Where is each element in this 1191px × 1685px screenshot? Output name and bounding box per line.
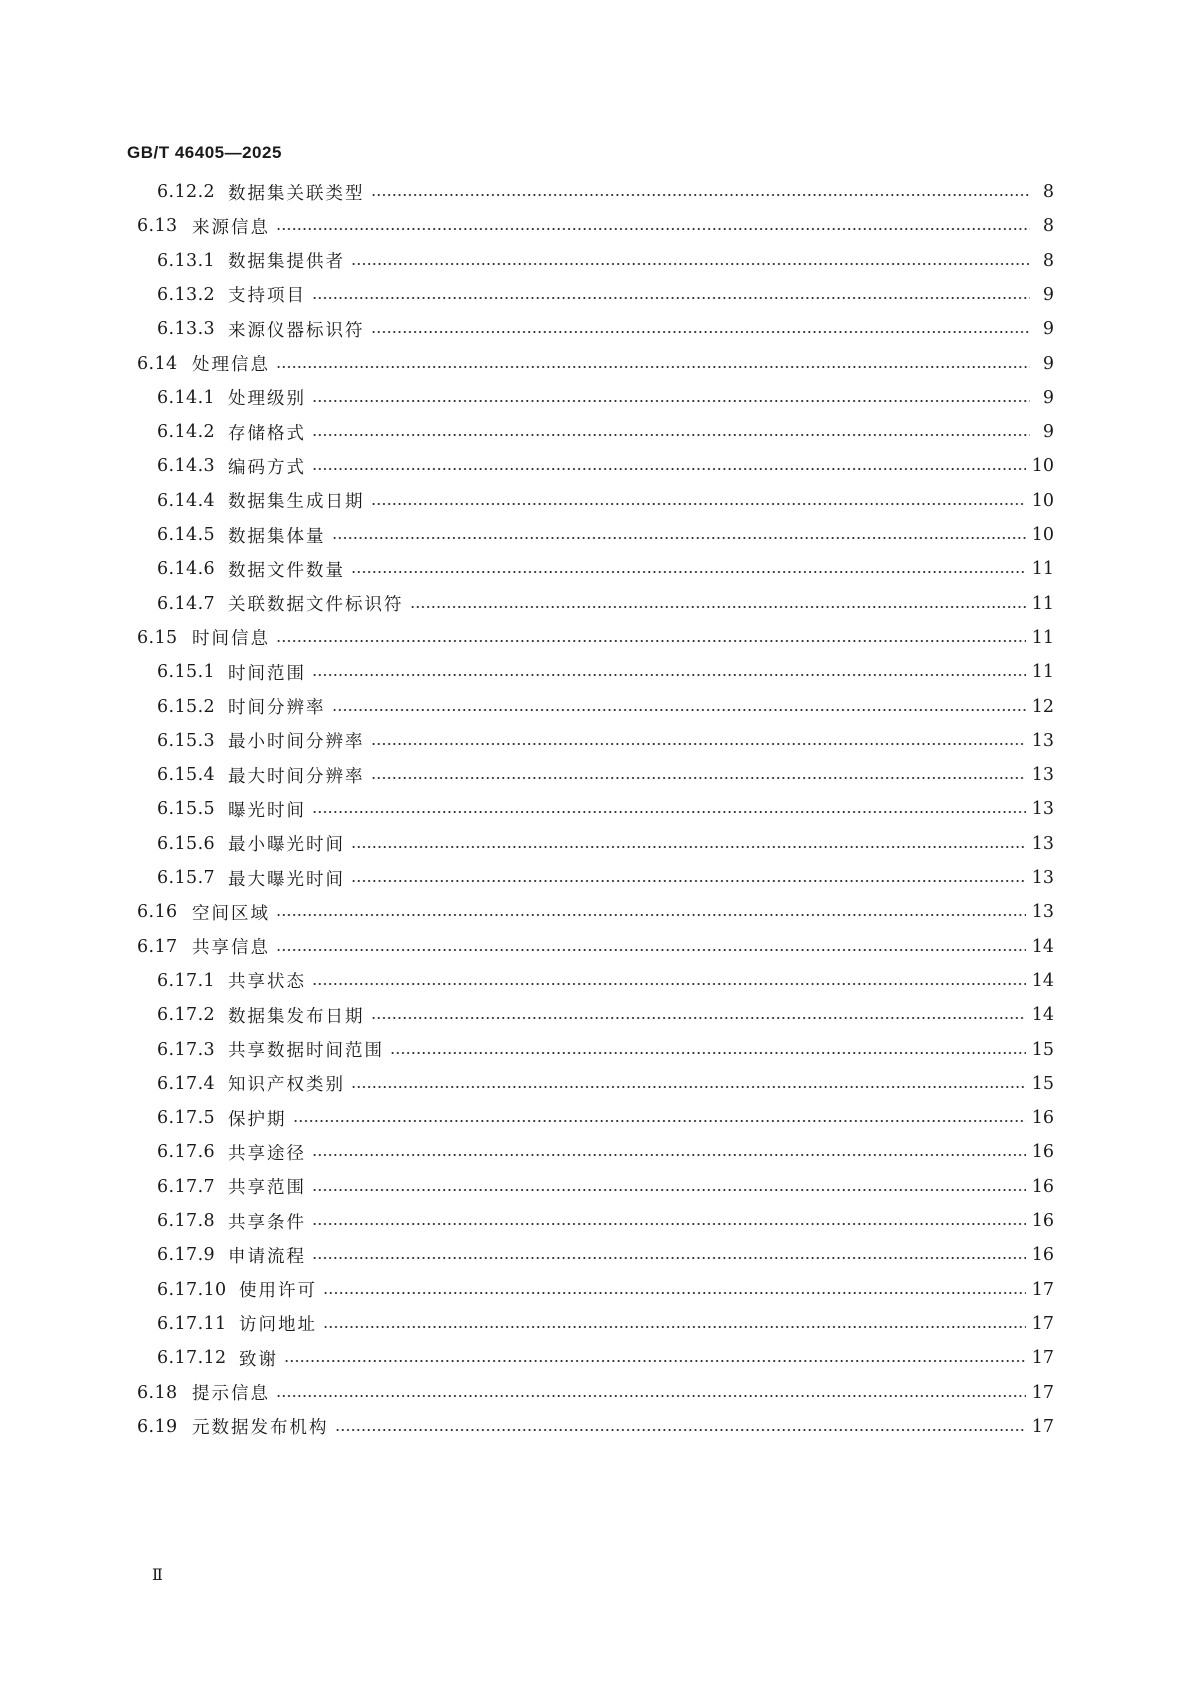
toc-dot-leader	[410, 605, 1026, 609]
toc-entry-page: 17	[1031, 1416, 1054, 1437]
toc-entry-title: 曝光时间	[228, 800, 306, 821]
toc-entry[interactable]	[0, 760, 1054, 790]
toc-entry-page: 13	[1031, 730, 1054, 751]
toc-entry-page: 13	[1031, 902, 1054, 923]
toc-entry[interactable]	[0, 657, 1054, 687]
toc-dot-leader	[276, 639, 1026, 643]
toc-dot-leader	[332, 708, 1026, 712]
toc-entry-page: 12	[1031, 696, 1054, 717]
toc-entry-number: 6.13	[137, 216, 178, 237]
toc-entry[interactable]	[0, 1172, 1054, 1202]
toc-entry-page: 14	[1031, 1005, 1054, 1026]
toc-entry[interactable]	[0, 589, 1054, 619]
toc-entry[interactable]	[0, 897, 1054, 927]
toc-dot-leader	[312, 433, 1030, 437]
toc-entry-number: 6.15	[137, 627, 178, 648]
toc-dot-leader	[312, 296, 1030, 300]
toc-entry-number: 6.14.6	[157, 559, 216, 580]
toc-entry-number: 6.17.4	[157, 1073, 216, 1094]
toc-entry-number: 6.15.5	[157, 799, 216, 820]
toc-entry-title: 最小曝光时间	[228, 835, 345, 856]
toc-entry-title: 时间信息	[192, 629, 270, 650]
toc-entry-page: 15	[1031, 1073, 1054, 1094]
toc-entry-number: 6.14.4	[157, 490, 216, 511]
toc-entry-title: 最大时间分辨率	[228, 766, 365, 787]
toc-entry-number: 6.12.2	[157, 182, 216, 202]
toc-entry-page: 13	[1031, 765, 1054, 786]
toc-entry-title: 共享信息	[192, 938, 270, 959]
toc-entry-page: 13	[1031, 868, 1054, 888]
toc-entry-page: 14	[1031, 936, 1054, 957]
toc-entry-number: 6.17.11	[157, 1313, 227, 1334]
toc-entry-title: 数据集体量	[228, 526, 326, 547]
toc-entry-number: 6.17	[137, 936, 178, 957]
toc-entry-title: 数据文件数量	[228, 560, 345, 581]
toc-dot-leader	[284, 1359, 1026, 1363]
toc-entry-number: 6.14.5	[157, 525, 216, 545]
toc-entry-title: 空间区域	[192, 903, 270, 924]
toc-dot-leader	[276, 948, 1026, 952]
toc-entry-title: 支持项目	[228, 286, 306, 307]
toc-entry[interactable]	[0, 623, 1054, 653]
toc-entry-number: 6.14.1	[157, 387, 216, 408]
toc-entry-number: 6.17.6	[157, 1142, 216, 1163]
toc-entry-page: 17	[1031, 1313, 1054, 1334]
toc-entry-page: 11	[1031, 593, 1054, 614]
toc-entry-page: 17	[1031, 1279, 1054, 1300]
toc-entry-number: 6.15.3	[157, 730, 216, 751]
toc-entry-number: 6.17.3	[157, 1039, 216, 1060]
toc-entry-page: 8	[1042, 182, 1054, 202]
toc-entry-title: 共享数据时间范围	[228, 1041, 384, 1061]
toc-dot-leader	[293, 1119, 1026, 1123]
toc-entry-title: 共享范围	[228, 1178, 306, 1199]
toc-entry-title: 时间范围	[228, 663, 306, 684]
toc-entry-number: 6.13.2	[157, 284, 216, 305]
toc-dot-leader	[351, 1085, 1026, 1089]
toc-entry-page: 8	[1042, 216, 1054, 237]
toc-entry-title: 来源信息	[192, 217, 270, 238]
toc-dot-leader	[371, 502, 1026, 506]
toc-dot-leader	[371, 330, 1031, 334]
toc-entry[interactable]	[0, 1378, 1054, 1408]
toc-entry[interactable]	[0, 794, 1054, 824]
toc-entry[interactable]	[0, 1309, 1054, 1339]
toc-entry-page: 16	[1031, 1108, 1054, 1129]
toc-dot-leader	[312, 810, 1026, 814]
toc-dot-leader	[276, 913, 1026, 917]
toc-entry-number: 6.17.12	[157, 1348, 227, 1369]
toc-entry[interactable]	[0, 417, 1054, 447]
toc-entry[interactable]	[0, 726, 1054, 756]
toc-entry[interactable]	[0, 211, 1054, 241]
toc-entry[interactable]	[0, 932, 1054, 962]
toc-entry-title: 来源仪器标识符	[228, 320, 365, 341]
toc-entry[interactable]	[0, 314, 1054, 344]
toc-entry[interactable]	[0, 1275, 1054, 1305]
toc-entry-number: 6.14.2	[157, 422, 216, 443]
toc-entry[interactable]	[0, 1240, 1054, 1270]
toc-entry-page: 17	[1031, 1382, 1054, 1403]
toc-entry-number: 6.15.7	[157, 868, 216, 888]
toc-entry-title: 处理信息	[192, 355, 270, 375]
toc-dot-leader	[323, 1325, 1026, 1329]
toc-entry-page: 17	[1031, 1348, 1054, 1369]
toc-dot-leader	[351, 262, 1030, 266]
toc-entry-number: 6.17.5	[157, 1108, 216, 1129]
toc-dot-leader	[351, 879, 1026, 883]
toc-entry[interactable]	[0, 486, 1054, 516]
toc-entry[interactable]	[0, 280, 1054, 310]
toc-entry-title: 最大曝光时间	[228, 869, 345, 890]
toc-entry-title: 最小时间分辨率	[228, 732, 365, 753]
toc-entry[interactable]	[0, 1137, 1054, 1167]
toc-dot-leader	[312, 673, 1026, 677]
document-header	[127, 143, 282, 163]
toc-entry-number: 6.15.1	[157, 662, 216, 683]
toc-entry[interactable]	[0, 1000, 1054, 1030]
toc-entry-page: 16	[1031, 1176, 1054, 1197]
toc-entry[interactable]	[0, 1206, 1054, 1236]
toc-entry-number: 6.19	[137, 1416, 178, 1437]
toc-entry-page: 8	[1042, 250, 1054, 271]
toc-entry[interactable]	[0, 451, 1054, 481]
toc-dot-leader	[371, 742, 1026, 746]
toc-entry-number: 6.13.3	[157, 319, 216, 340]
toc-entry-number: 6.14.7	[157, 593, 216, 614]
toc-entry-title: 数据集生成日期	[228, 492, 365, 513]
toc-entry-page: 16	[1031, 1211, 1054, 1231]
toc-entry[interactable]	[0, 863, 1054, 893]
toc-entry[interactable]	[0, 177, 1054, 207]
toc-dot-leader	[351, 845, 1026, 849]
toc-entry-number: 6.17.2	[157, 1005, 216, 1026]
toc-dot-leader	[312, 467, 1026, 471]
toc-entry-number: 6.14	[137, 353, 178, 374]
toc-entry-title: 致谢	[239, 1349, 278, 1370]
toc-entry-title: 数据集关联类型	[228, 183, 365, 204]
toc-entry-number: 6.17.7	[157, 1176, 216, 1197]
toc-entry[interactable]	[0, 1343, 1054, 1373]
toc-dot-leader	[390, 1051, 1026, 1055]
toc-entry-number: 6.17.9	[157, 1245, 216, 1266]
toc-entry[interactable]	[0, 1035, 1054, 1065]
toc-entry[interactable]	[0, 829, 1054, 859]
toc-entry-title: 保护期	[228, 1109, 287, 1130]
toc-dot-leader	[276, 1394, 1026, 1398]
toc-entry-page: 15	[1031, 1039, 1054, 1060]
toc-dot-leader	[371, 1016, 1026, 1020]
toc-entry-title: 共享途径	[228, 1143, 306, 1164]
toc-entry-page: 13	[1031, 833, 1054, 854]
toc-dot-leader	[312, 982, 1026, 986]
toc-dot-leader	[312, 1222, 1026, 1226]
toc-entry[interactable]	[0, 1103, 1054, 1133]
standard-code: GB/T 46405—2025	[127, 143, 282, 162]
toc-entry-title: 申请流程	[228, 1246, 306, 1267]
page-number: Ⅱ	[152, 1565, 163, 1584]
toc-entry-number: 6.15.4	[157, 765, 216, 786]
toc-entry-page: 14	[1031, 970, 1054, 991]
toc-entry-page: 10	[1031, 456, 1054, 477]
toc-entry[interactable]	[0, 383, 1054, 413]
toc-dot-leader	[312, 1188, 1026, 1192]
toc-entry-title: 共享条件	[228, 1212, 306, 1233]
toc-dot-leader	[351, 570, 1026, 574]
toc-entry-page: 13	[1031, 799, 1054, 820]
toc-entry-number: 6.16	[137, 902, 178, 923]
toc-dot-leader	[276, 365, 1030, 369]
toc-entry[interactable]	[0, 692, 1054, 722]
toc-entry-page: 9	[1042, 353, 1054, 374]
toc-entry-page: 11	[1031, 627, 1054, 648]
toc-dot-leader	[335, 1428, 1026, 1432]
toc-entry-page: 16	[1031, 1245, 1054, 1266]
toc-entry-title: 关联数据文件标识符	[228, 595, 404, 616]
toc-dot-leader	[323, 1291, 1026, 1295]
toc-dot-leader	[312, 1153, 1026, 1157]
toc-entry-title: 提示信息	[192, 1384, 270, 1404]
toc-dot-leader	[371, 193, 1031, 197]
toc-entry[interactable]	[0, 246, 1054, 276]
toc-entry-number: 6.18	[137, 1382, 178, 1403]
toc-entry-page: 16	[1031, 1142, 1054, 1163]
toc-dot-leader	[276, 227, 1030, 231]
toc-entry-title: 时间分辨率	[228, 698, 326, 718]
toc-entry[interactable]	[0, 1069, 1054, 1099]
toc-entry[interactable]	[0, 554, 1054, 584]
toc-entry-title: 使用许可	[239, 1281, 317, 1302]
toc-entry-number: 6.17.8	[157, 1211, 216, 1231]
toc-entry-page: 10	[1031, 525, 1054, 545]
toc-entry-page: 9	[1042, 284, 1054, 305]
toc-dot-leader	[332, 536, 1026, 540]
toc-entry-title: 共享状态	[228, 972, 306, 993]
toc-dot-leader	[312, 1256, 1026, 1260]
toc-entry-title: 编码方式	[228, 457, 306, 478]
toc-entry-page: 9	[1042, 319, 1054, 340]
toc-entry[interactable]	[0, 349, 1054, 379]
toc-entry-number: 6.15.2	[157, 696, 216, 717]
toc-entry-number: 6.17.10	[157, 1279, 227, 1300]
toc-entry-title: 访问地址	[239, 1315, 317, 1336]
toc-entry-number: 6.14.3	[157, 456, 216, 477]
toc-dot-leader	[371, 776, 1026, 780]
toc-entry-number: 6.17.1	[157, 970, 216, 991]
toc-entry-page: 9	[1042, 422, 1054, 443]
toc-entry-page: 11	[1031, 559, 1054, 580]
toc-entry-page: 10	[1031, 490, 1054, 511]
toc-dot-leader	[312, 399, 1030, 403]
toc-entry-title: 数据集提供者	[228, 252, 345, 273]
toc-entry-page: 11	[1031, 662, 1054, 683]
toc-entry-number: 6.15.6	[157, 833, 216, 854]
toc-entry-page: 9	[1042, 387, 1054, 408]
toc-entry-title: 处理级别	[228, 389, 306, 410]
toc-entry-title: 数据集发布日期	[228, 1006, 365, 1027]
toc-entry-title: 元数据发布机构	[192, 1418, 329, 1439]
toc-entry-title: 知识产权类别	[228, 1075, 345, 1096]
toc-entry[interactable]	[0, 1412, 1054, 1442]
toc-entry-number: 6.13.1	[157, 250, 216, 271]
toc-entry[interactable]	[0, 966, 1054, 996]
toc-entry[interactable]	[0, 520, 1054, 550]
toc-entry-title: 存储格式	[228, 423, 306, 444]
